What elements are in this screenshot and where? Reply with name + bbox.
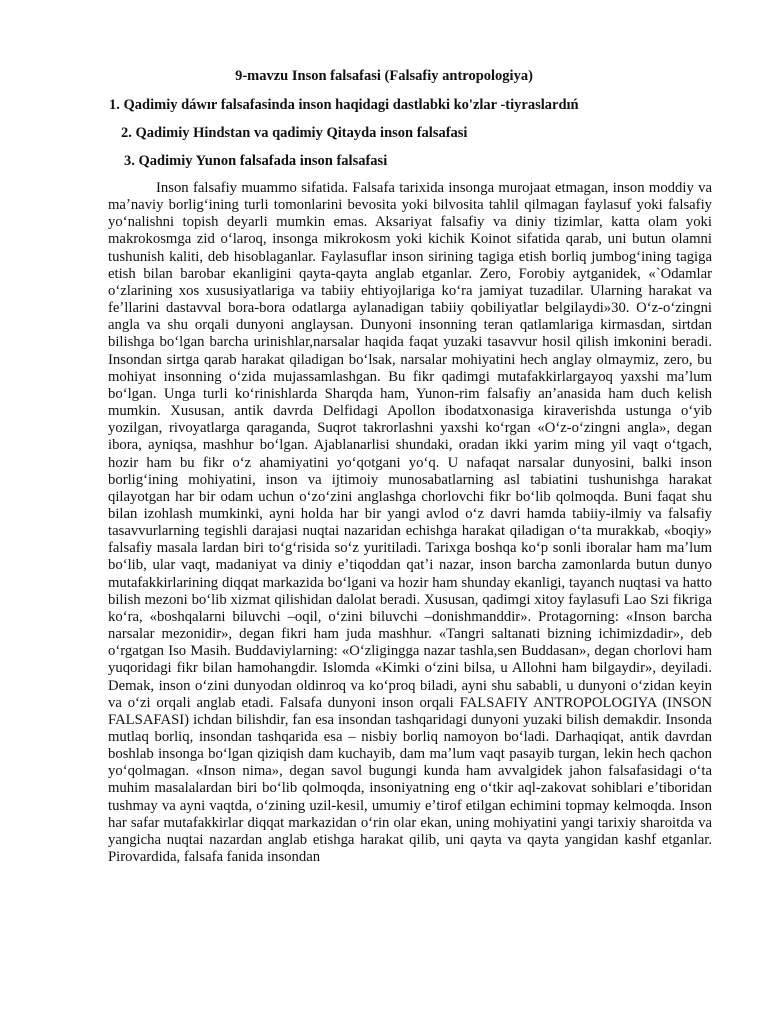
body-paragraph: Inson falsafiy muammo sifatida. Falsafa tarixida insonga murojaat etmagan, inson moddiy va maʼnaviy borligʻining turli tomonlarini bevosita yoki bilvosita tahlil qilmagan faylasuf yoki falsafiy yoʻnalishni topish deyarli mumkin emas. Aksariyat falsafiy va diniy tizimlar, katta olam yoki makrokosmga zid oʻlaroq, insonga mikrokosm yoki kichik Koinot sifatida qarab, uni butun olamni tushunish kaliti, deb hisoblaganlar. Faylasuflar inson sirining tagiga etish borliq jumbogʻining tagiga etish bilan barobar ekanligini qayta-qayta anglab etganlar. Zero, Forobiy aytganidek, «`Odamlar oʻzlarining xos xususiyatlariga va tabiiy ehtiyojlariga koʻra jamiyat tuzadilar. Ularning harakat va feʼllarini dastavval bora-bora odatlarga aylanadigan tabiiy qobiliyatlar belgilaydi»30. Oʻz-oʻzingni angla va shu orqali dunyoni anglaysan. Dunyoni insonning teran qatlamlariga kirmasdan, sirtdan bilishga boʻlgan barcha urinishlar,narsalar haqida faqat yuzaki tasavvur hosil qilish imkonini beradi. Insondan sirtga qarab harakat qiladigan boʻlsak, narsalar mohiyatini hech anglay olmaymiz, zero, bu mohiyat insonning oʻzida mujassamlashgan. Bu fikr qadimgi mutafakkirlargayoq yaxshi maʼlum boʻlgan. Unga turli koʻrinishlarda Sharqda ham, Yunon-rim falsafiy anʼanasida ham duch kelish mumkin. Xususan, antik davrda Delfidagi Apollon ibodatxonasiga kiraverishda ustunga oʻyib yozilgan, rivoyatlarga qaraganda, Suqrot takrorlashni yaxshi koʻrgan «Oʻz-oʻzingni angla», degan ibora, ayniqsa, mashhur boʻlgan. Ajablanarlisi shundaki, oradan ikki yarim ming yil vaqt oʻtgach, hozir ham bu fikr oʻz ahamiyatini yoʻqotgani yoʻq. U nafaqat narsalar dunyosini, balki inson borligʻining mohiyatini, inson va ijtimoiy munosabatlarning asl tabiatini tushunishga harakat qilayotgan har bir odam uchun oʻzoʻzini anglashga chorlovchi fikr boʻlib qolmoqda. Buni faqat shu bilan izohlash mumkinki, ayni holda har bir yangi avlod oʻz davri hamda tabiiy-ilmiy va falsafiy tasavvurlarning tegishli darajasi nuqtai nazaridan echishga harakat qiladigan oʻta murakkab, «boqiy» falsafiy masala lardan biri toʻgʻrisida soʻz yuritiladi. Tarixga boshqa koʻp sonli iboralar ham maʼlum boʻlib, ular vaqt, madaniyat va diniy eʼtiqoddan qatʼi nazar, inson barcha zamonlarda butun dunyo mutafakkirlarining diqqat markazida boʻlgani va hozir ham shunday ekanligi, tayanch nuqtasi va hatto bilish mezoni boʻlib xizmat qilishidan dalolat beradi. Xususan, qadimgi xitoy faylasufi Lao Szi fikriga koʻra, «boshqalarni biluvchi –oqil, oʻzini biluvchi –donishmanddir». Protagorning: «Inson barcha narsalar mezonidir», degan fikri ham juda mashhur. «Tangri saltanati bizning ichimizdadir», deb oʻrgatgan Iso Masih. Buddaviylarning: «Oʻzligingga nazar tashla,sen Buddasan», degan chorlovi ham yuqoridagi fikr bilan hamohangdir. Islomda «Kimki oʻzini bilsa, u Allohni ham bilgaydir», deyiladi. Demak, inson oʻzini dunyodan oldinroq va koʻproq biladi, ayni shu sababli, u dunyoni oʻzidan keyin va oʻzi orqali anglab etadi. Falsafa dunyoni inson orqali FALSAFIY ANTROPOLOGIYA (INSON FALSAFASI) ichdan bilishdir, fan esa insondan tashqaridagi dunyoni yuzaki bilish demakdir. Insonda mutlaq borliq, insondan tashqarida esa – nisbiy borliq namoyon boʻladi. Darhaqiqat, antik davrdan boshlab insonga boʻlgan qiziqish dam kuchayib, dam maʼlum vaqt pasayib turgan, lekin hech qachon yoʻqolmagan. «Inson nima», degan savol bugungi kunda ham avvalgidek jahon falsafasidagi oʻta muhim masalalardan biri boʻlib qolmoqda, insoniyatning eng oʻtkir aql-zakovat sohiblari eʼtiboridan tushmay va ayni vaqtda, oʻzining uzil-kesil, umumiy eʼtirof etilgan echimini topmay kelmoqda. Inson har safar mutafakkirlar diqqat markazidan oʻrin olar ekan, uning mohiyatini yangi tarixiy sharoitda va yangicha nuqtai nazardan anglab etishga harakat qilib, uni qayta va qayta yangidan kashf etganlar. Pirovardida, falsafa fanida insondan <box>108 180 712 866</box>
outline-item-2: 2. Qadimiy Hindstan va qadimiy Qitayda inson falsafasi <box>121 125 468 141</box>
outline-item-3: 3. Qadimiy Yunon falsafada inson falsafasi <box>124 153 388 169</box>
outline-item-1: 1. Qadimiy dáwır falsafasinda inson haqidagi dastlabki ko'zlar -tiyraslardıń <box>109 97 579 113</box>
document-title: 9-mavzu Inson falsafasi (Falsafiy antropologiya) <box>235 68 533 84</box>
